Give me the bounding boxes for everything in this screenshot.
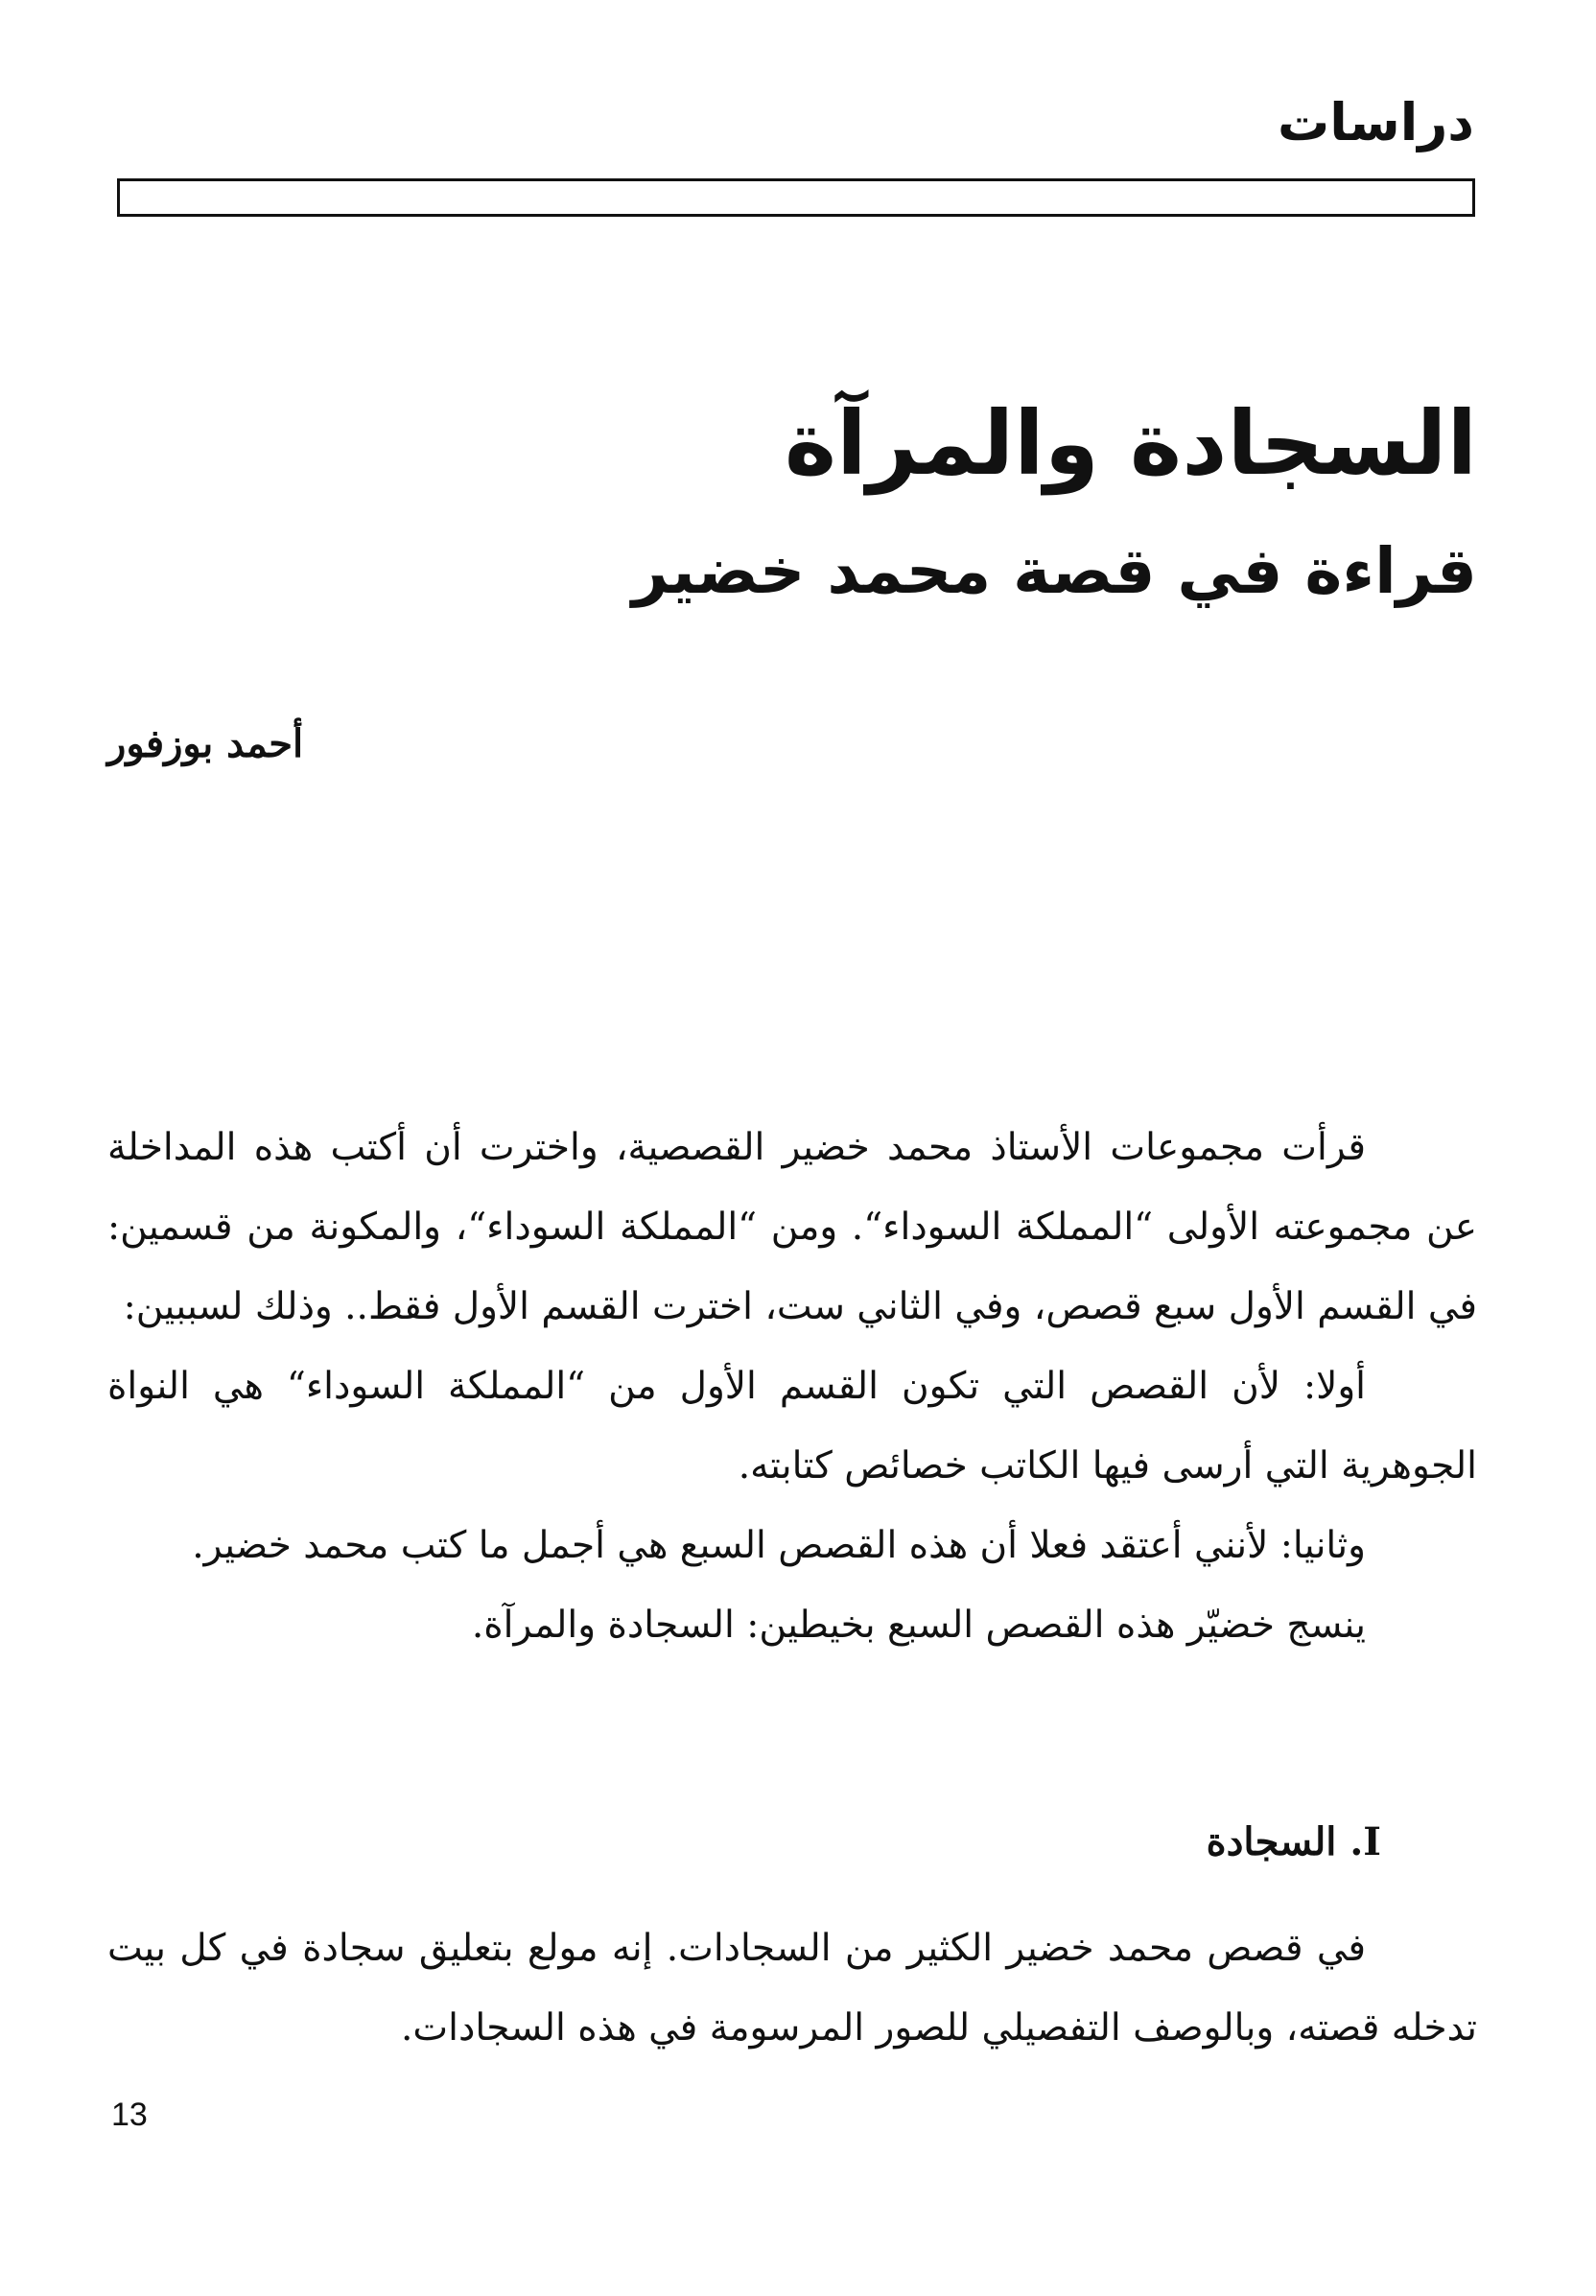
paragraph: ينسج خضيّر هذه القصص السبع بخيطين: السجادة والمرآة.	[471, 1604, 1366, 1647]
section-heading: I. السجادة	[1206, 1819, 1381, 1864]
page-number: 13	[111, 2097, 148, 2133]
paragraph: وثانيا: لأنني أعتقد فعلا أن هذه القصص السبع هي أجمل ما كتب محمد خضير.	[192, 1524, 1366, 1567]
paragraph: أولا: لأن القصص التي تكون القسم الأول من “المملكة السوداء“ هي النواة الجوهرية التي أرسى فيها الكاتب خصائص كتابته.	[107, 1365, 1477, 1488]
header-bar	[117, 178, 1475, 217]
intro-text	[107, 1108, 1477, 1665]
section-text	[107, 1909, 1477, 2068]
paragraph: في قصص محمد خضير الكثير من السجادات. إنه مولع بتعليق سجادة في كل بيت تدخله قصته، وبالوصف التفصيلي للصور المرسومة في هذه السجادات.	[107, 1927, 1477, 2050]
author-name: أحمد بوزفور	[107, 721, 304, 766]
article-title: السجادة والمرآة	[784, 392, 1477, 495]
paragraph: قرأت مجموعات الأستاذ محمد خضير القصصية، واخترت أن أكتب هذه المداخلة عن مجموعته الأولى “المملكة السوداء“. ومن “المملكة السوداء“، والمكونة من قسمين: في القسم الأول سبع قصص، وفي الثاني ست، اخترت القسم الأول فقط.. وذلك لسببين:	[107, 1126, 1477, 1328]
article-subtitle: قراءة في قصة محمد خضير	[631, 534, 1477, 608]
section-label: دراسات	[1278, 92, 1474, 152]
